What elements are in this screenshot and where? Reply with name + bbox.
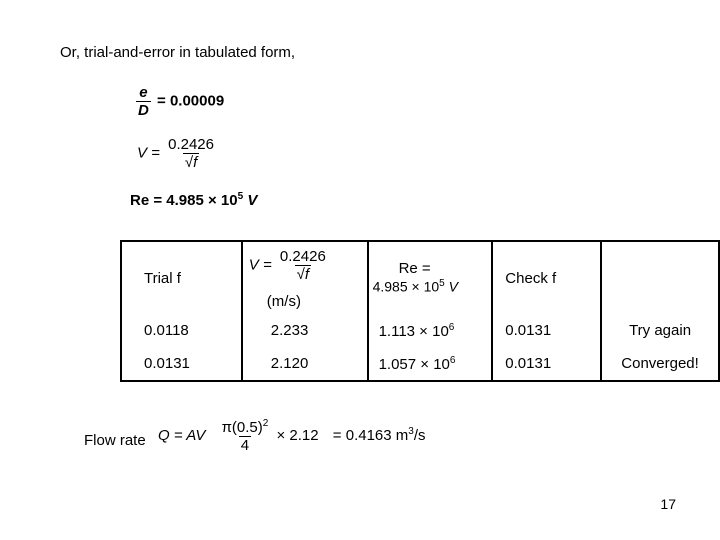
- reynolds-lhs: Re: [130, 192, 150, 209]
- header-velocity: [242, 241, 368, 314]
- cell-reynolds: [368, 314, 493, 347]
- cell-reynolds-mantissa: 1.113 × 10: [378, 322, 449, 340]
- flow-rate-result-value: = 0.4163 m: [332, 426, 409, 444]
- cell-reynolds-exponent: 6: [449, 354, 456, 366]
- reynolds-variable: V: [247, 192, 258, 209]
- cell-trial-f: 0.0131: [121, 347, 242, 381]
- cell-reynolds-mantissa: 1.057 × 10: [378, 355, 450, 373]
- header-velocity-denominator: √f: [296, 266, 310, 283]
- header-velocity-lhs: V =: [248, 256, 272, 274]
- flow-rate-multiplier: × 2.12: [276, 426, 319, 444]
- cell-check-f: 0.0131: [492, 314, 601, 347]
- reynolds-equation: [130, 191, 257, 209]
- header-velocity-unit: (m/s): [266, 293, 301, 310]
- cell-velocity: 2.233: [242, 314, 368, 347]
- roughness-equation: [134, 84, 224, 119]
- cell-check-f: 0.0131: [492, 347, 601, 381]
- flow-rate-lhs: Q = AV: [158, 426, 206, 444]
- header-velocity-numerator: 0.2426: [279, 248, 326, 265]
- flow-rate-denominator: 4: [240, 437, 250, 454]
- roughness-numerator: e: [139, 84, 148, 101]
- roughness-value: = 0.00009: [157, 92, 225, 110]
- flow-rate-equation: [158, 418, 426, 454]
- trial-table: [120, 240, 720, 382]
- table-row: [121, 347, 719, 381]
- flow-rate-label: Flow rate: [84, 432, 146, 449]
- cell-trial-f: 0.0118: [121, 314, 242, 347]
- cell-reynolds: [368, 347, 493, 381]
- header-reynolds-exponent: 5: [439, 278, 445, 289]
- header-reynolds-mantissa: 4.985 × 10: [372, 278, 440, 295]
- intro-text: Or, trial-and-error in tabulated form,: [60, 44, 296, 61]
- reynolds-exponent: 5: [237, 191, 244, 202]
- flow-rate-numerator-base: π(0.5): [221, 419, 263, 436]
- flow-rate-numerator-exponent: 2: [262, 418, 269, 429]
- table-row: [121, 314, 719, 347]
- cell-velocity: 2.120: [242, 347, 368, 381]
- flow-rate-numerator: [220, 418, 271, 436]
- flow-rate-result: [333, 427, 426, 444]
- header-trial-f: Trial f: [121, 241, 242, 314]
- cell-reynolds-exponent: 6: [448, 321, 455, 333]
- header-check-f: Check f: [492, 241, 601, 314]
- flow-rate-result-unit: /s: [413, 426, 426, 444]
- cell-status: Try again: [601, 314, 719, 347]
- velocity-equation: [137, 136, 218, 171]
- header-reynolds: [368, 241, 493, 314]
- velocity-numerator: 0.2426: [168, 136, 214, 153]
- velocity-lhs: V =: [137, 144, 160, 162]
- page-number: 17: [660, 496, 676, 512]
- velocity-denominator: √f: [184, 154, 198, 171]
- flow-rate-result-exponent: 3: [408, 425, 414, 437]
- roughness-denominator: D: [138, 102, 149, 119]
- header-reynolds-label: Re =: [398, 260, 431, 277]
- header-status: [601, 241, 719, 314]
- header-reynolds-expression: [373, 278, 458, 295]
- table-header-row: [121, 241, 719, 314]
- header-reynolds-variable: V: [448, 278, 458, 295]
- cell-status: Converged!: [601, 347, 719, 381]
- reynolds-rhs: = 4.985 × 10: [153, 192, 238, 209]
